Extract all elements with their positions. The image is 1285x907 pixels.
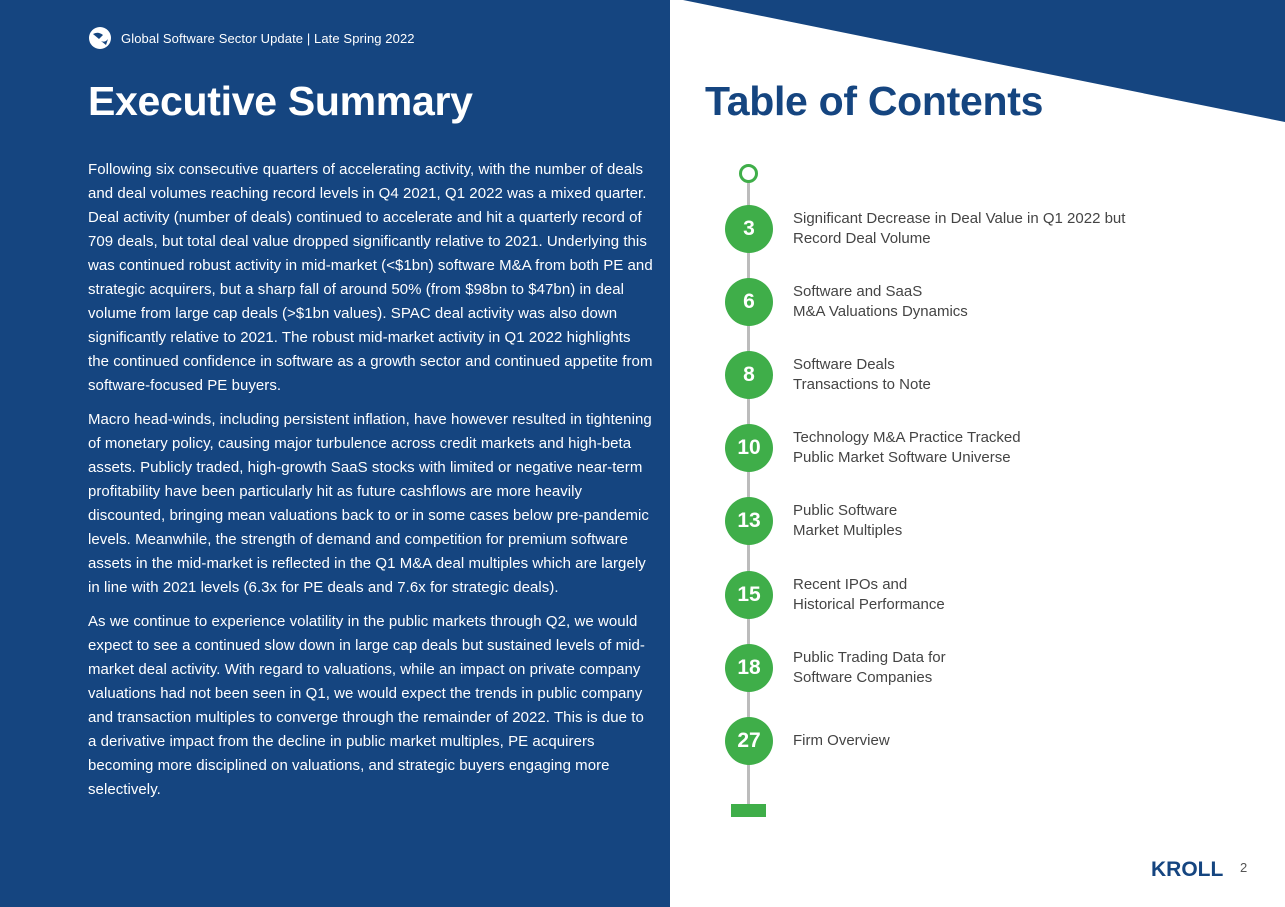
toc-line: Public Market Software Universe — [793, 449, 1011, 466]
toc-item-label — [793, 501, 902, 541]
toc-line: Significant Decrease in Deal Value in Q1 2022 but — [793, 210, 1126, 227]
toc-page-badge: 18 — [725, 644, 773, 692]
header-text: Global Software Sector Update | Late Spring 2022 — [121, 30, 415, 46]
toc-line: Technology M&A Practice Tracked — [793, 429, 1021, 446]
toc-item[interactable] — [725, 571, 945, 619]
toc-item[interactable] — [725, 644, 946, 692]
toc-page-badge: 3 — [725, 205, 773, 253]
toc-item-label — [793, 355, 931, 395]
timeline-end-marker — [731, 804, 766, 817]
executive-summary-body — [88, 158, 654, 812]
timeline-start-marker — [739, 164, 758, 183]
toc-line: Historical Performance — [793, 596, 945, 613]
executive-summary-title: Executive Summary — [88, 78, 473, 124]
toc-page-badge: 13 — [725, 497, 773, 545]
toc-item[interactable] — [725, 717, 890, 765]
toc-line: Software and SaaS — [793, 283, 923, 300]
toc-page-badge: 8 — [725, 351, 773, 399]
toc-item-label — [793, 428, 1021, 468]
summary-paragraph: Following six consecutive quarters of accelerating activity, with the number of deals and deal volumes reaching record levels in Q4 2021, Q1 2022 was a mixed quarter. Deal activity (number of deals) continued to accelerate and hit a quarterly record of 709 deals, but total deal value dropped significantly relative to 2021. Underlying this was continued robust activity in mid-market (<$1bn) software M&A from both PE and strategic acquirers, but a sharp fall of around 50% (from $98bn to $47bn) in deal volume from large cap deals (>$1bn values). SPAC deal activity was also down significantly relative to 2021. The robust mid-market activity in Q1 2022 highlights the continued confidence in software as a growth sector and continued appetite from software-focused PE buyers. — [88, 161, 653, 394]
toc-line: Record Deal Volume — [793, 230, 931, 247]
toc-line: Public Software — [793, 502, 898, 519]
toc-item-label — [793, 648, 946, 688]
document-header — [88, 26, 415, 50]
timeline-line — [747, 182, 750, 808]
toc-line: Firm Overview — [793, 732, 890, 749]
toc-line: Software Companies — [793, 669, 933, 686]
summary-paragraph: Macro head-winds, including persistent inflation, have however resulted in tightening of monetary policy, causing major turbulence across credit markets and high-beta assets. Publicly traded, high-growth SaaS stocks with limited or negative near-term profitability have been particularly hit as future cashflows are more heavily discounted, bringing mean valuations back to or in some cases below pre-pandemic levels. Meanwhile, the strength of demand and competition for premium software assets in the mid-market is reflected in the Q1 M&A deal multiples which are largely in line with 2021 levels (6.3x for PE deals and 7.6x for strategic deals). — [88, 411, 652, 596]
kroll-logo-text: KROLL — [1151, 858, 1224, 879]
toc-item-label — [793, 282, 968, 322]
page-number: 2 — [1240, 860, 1248, 875]
globe-circle-icon — [88, 26, 112, 50]
toc-line: M&A Valuations Dynamics — [793, 303, 968, 320]
toc-item[interactable] — [725, 205, 1125, 253]
summary-paragraph: As we continue to experience volatility in the public markets through Q2, we would expect to see a continued slow down in large cap deals but sustained levels of mid-market deal activity. With regard to valuations, while an impact on private company valuations had not been seen in Q1, we would expect the trends in public company and transaction multiples to converge through the remainder of 2022. This is due to a derivative impact from the decline in public market multiples, PE acquirers becoming more disciplined on valuations, and strategic buyers engaging more selectively. — [88, 613, 645, 798]
toc-page-badge: 10 — [725, 424, 773, 472]
toc-page-badge: 27 — [725, 717, 773, 765]
toc-line: Recent IPOs and — [793, 576, 908, 593]
toc-item-label — [793, 209, 1125, 249]
table-of-contents-title: Table of Contents — [705, 78, 1044, 124]
toc-item-label — [793, 575, 945, 615]
toc-item-label — [793, 731, 890, 751]
toc-item[interactable] — [725, 278, 968, 326]
toc-item[interactable] — [725, 497, 902, 545]
kroll-logo — [1151, 857, 1229, 879]
toc-item[interactable] — [725, 424, 1021, 472]
toc-page-badge: 15 — [725, 571, 773, 619]
toc-line: Software Deals — [793, 356, 895, 373]
toc-line: Transactions to Note — [793, 376, 931, 393]
toc-line: Market Multiples — [793, 522, 903, 539]
toc-line: Public Trading Data for — [793, 649, 946, 666]
toc-page-badge: 6 — [725, 278, 773, 326]
toc-item[interactable] — [725, 351, 931, 399]
